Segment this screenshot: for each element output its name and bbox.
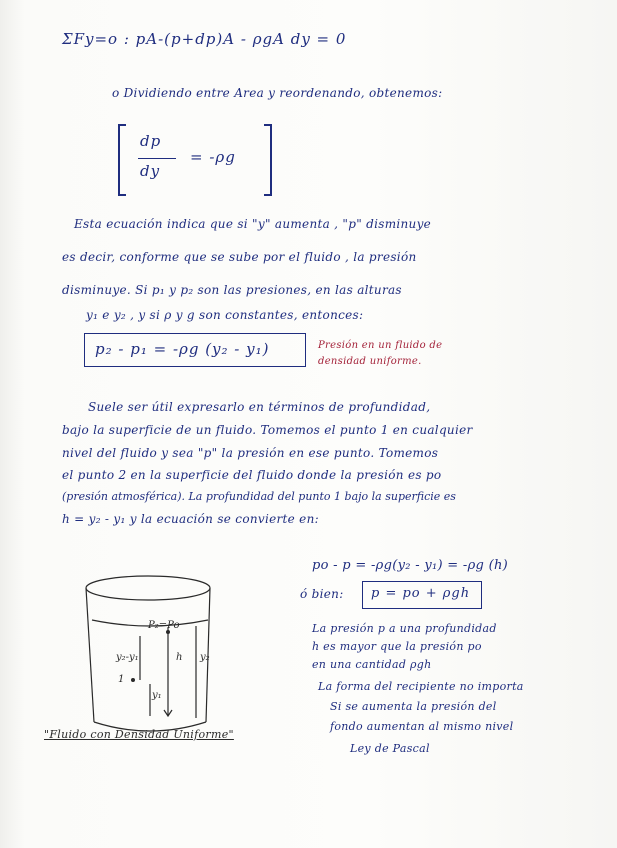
paragraph3-line5: Si se aumenta la presión del [330, 700, 497, 713]
label-y2: y₂ [200, 652, 210, 663]
paragraph2-line1: Suele ser útil expresarlo en términos de profundidad, [88, 400, 431, 414]
paragraph3-line2: h es mayor que la presión po [312, 640, 482, 653]
label-o-bien: ó bien: [300, 587, 344, 601]
container-top-rim [86, 576, 210, 600]
equation-po-minus-p: po - p = -ρg(y₂ - y₁) = -ρg (h) [312, 558, 509, 573]
paragraph1-line4: y₁ e y₂ , y si ρ y g son constantes, entonces: [86, 308, 364, 322]
equation-dp-denominator: dy [140, 162, 161, 180]
paragraph3-line1: La presión p a una profundidad [312, 622, 497, 635]
paragraph3-line4: La forma del recipiente no importa [318, 680, 524, 693]
paragraph3-line6: fondo aumentan al mismo nivel [330, 720, 514, 733]
label-y2-y1: y₂-y₁ [116, 652, 139, 663]
equation-sum-forces: ΣFy=o : pA-(p+dp)A - ρgA dy = 0 [62, 30, 347, 48]
label-point-1: 1 [118, 674, 125, 685]
container-left-wall [86, 588, 94, 722]
equation-dp-numerator: dp [140, 132, 162, 150]
note-red-line1: Presión en un fluido de [318, 340, 443, 351]
equation-dp-rhs: = -ρg [190, 148, 236, 166]
paragraph1-line3: disminuye. Si p₁ y p₂ son las presiones, en las alturas [62, 283, 402, 297]
paragraph1-line2: es decir, conforme que se sube por el fluido , la presión [62, 250, 417, 264]
text-dividing-line: o Dividiendo entre Area y reordenando, obtenemos: [112, 86, 443, 100]
label-p2-po: P₂=Po [148, 620, 180, 631]
diagram-caption: "Fluido con Densidad Uniforme" [44, 728, 234, 741]
label-h: h [176, 652, 183, 663]
label-y1: y₁ [152, 690, 162, 701]
paragraph2-line6: h = y₂ - y₁ y la ecuación se convierte en: [62, 512, 319, 526]
equation-pressure-difference: p₂ - p₁ = -ρg (y₂ - y₁) [95, 340, 270, 358]
paragraph2-line4: el punto 2 en la superficie del fluido donde la presión es po [62, 468, 442, 482]
point-1-marker [131, 678, 135, 682]
note-red-line2: densidad uniforme. [318, 356, 422, 367]
paragraph2-line2: bajo la superficie de un fluido. Tomemos el punto 1 en cualquier [62, 423, 473, 437]
paragraph2-line3: nivel del fluido y sea "p" la presión en ese punto. Tomemos [62, 446, 439, 460]
paragraph3-line3: en una cantidad ρgh [312, 658, 432, 671]
paragraph1-line1: Esta ecuación indica que si "y" aumenta , "p" disminuye [74, 217, 432, 231]
equation-p-equals-po-plus-rgh: p = po + ρgh [371, 586, 471, 601]
paragraph3-line7: Ley de Pascal [350, 742, 430, 755]
paragraph2-line5: (presión atmosférica). La profundidad del punto 1 bajo la superficie es [62, 490, 456, 503]
